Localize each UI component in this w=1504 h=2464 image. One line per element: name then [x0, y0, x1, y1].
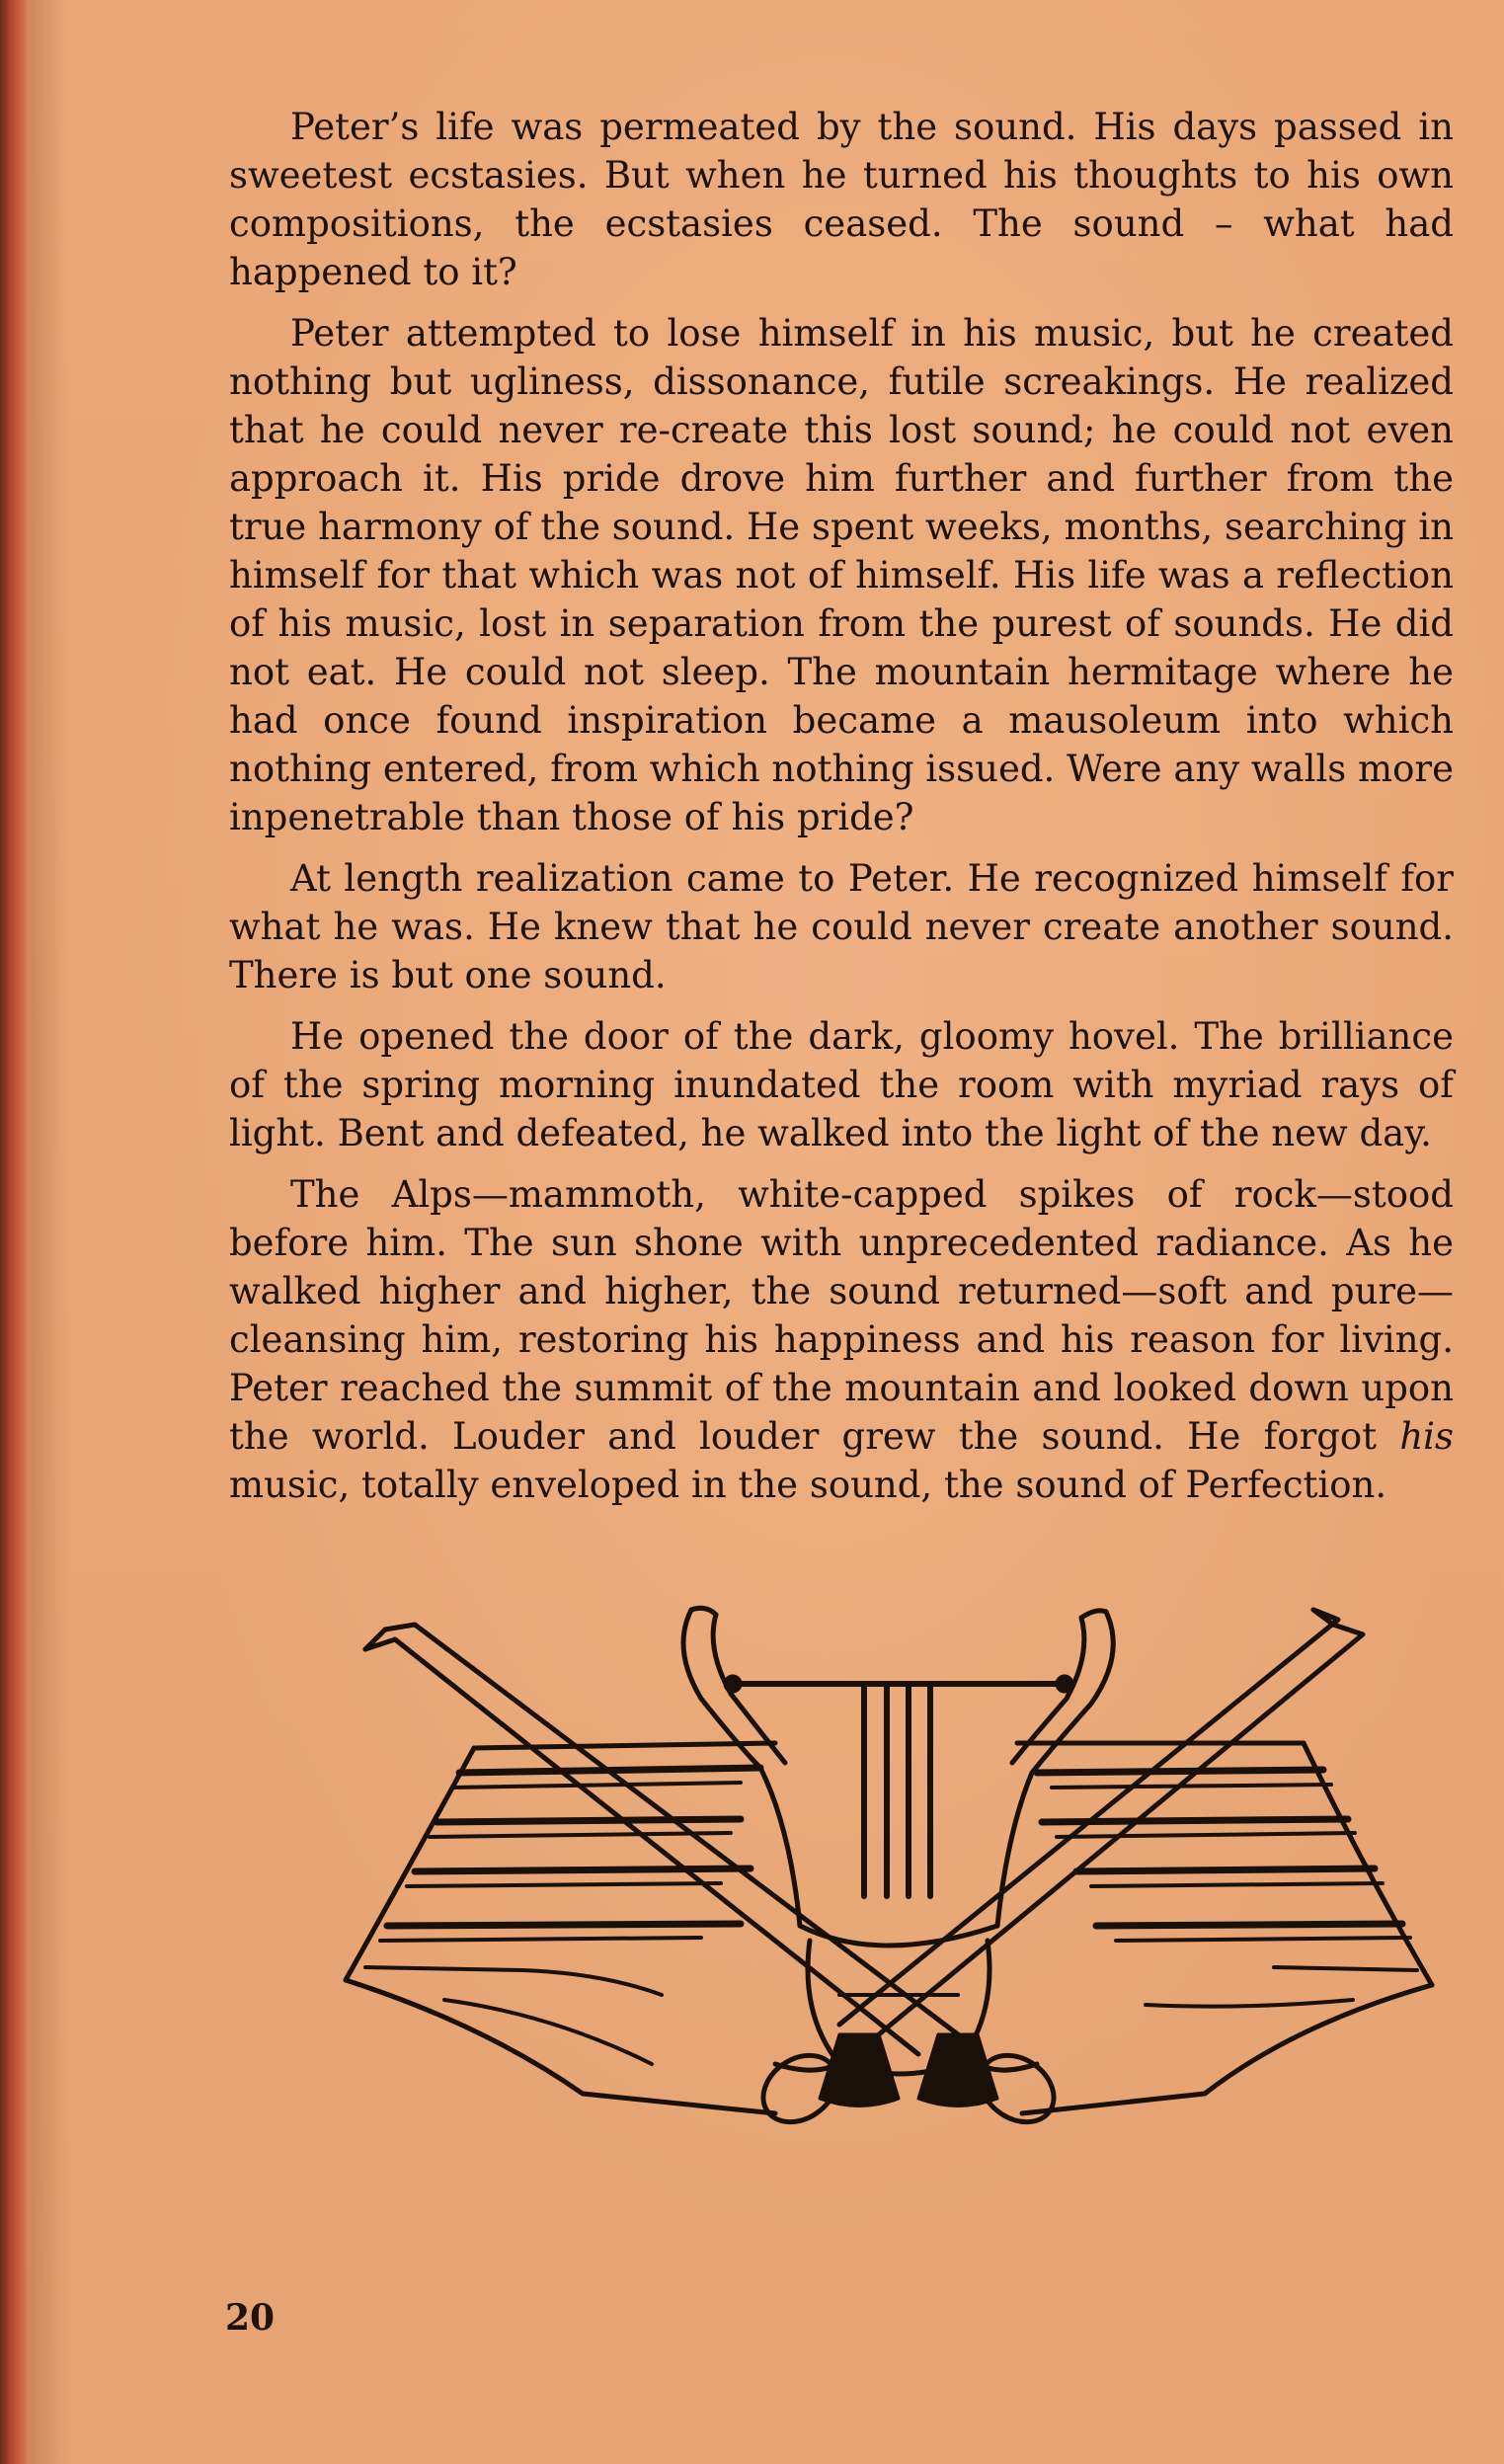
paragraph-5	[229, 1170, 1454, 1509]
spine-shadow	[30, 0, 69, 2464]
paragraph-4: He opened the door of the dark, gloomy hovel. The brilliance of the spring morning inundated the room with myriad rays of light. Bent and defeated, he walked into the light of the new day.	[229, 1015, 1454, 1154]
lyre-horns-sheet-music-icon	[326, 1600, 1471, 2153]
lyre	[683, 1608, 1113, 2074]
paragraph-5-italic: his	[1399, 1415, 1454, 1458]
sheet-music-right	[1017, 1743, 1432, 2113]
paragraph-5-text-b: music, totally enveloped in the sound, the sound of Perfection.	[229, 1464, 1387, 1506]
book-spine-edge	[0, 0, 30, 2464]
paragraph-2: Peter attempted to lose himself in his music, but he created nothing but ugliness, dissonance, futile screakings. He realized that he could never re-create this lost sound; he could not even approach it. His pride drove him further and further from the true harmony of the sound. He spent weeks, months, searching in himself for that which was not of himself. His life was a reflection of his music, lost in separation from the purest of sounds. He did not eat. He could not sleep. The mountain hermitage where he had once found inspiration became a mausoleum into which nothing entered, from which nothing issued. Were any walls more inpenetrable than those of his pride?	[229, 312, 1454, 838]
page-number: 20	[225, 2297, 276, 2339]
paragraph-1: Peter’s life was permeated by the sound. His days passed in sweetest ecstasies. But when he turned his thoughts to his own compositions, the ecstasies ceased. The sound – what had happened to it?	[229, 106, 1454, 293]
paragraph-5-text-a: The Alps—mammoth, white-capped spikes of rock—stood before him. The sun shone with unprecedented radiance. As he walked higher and higher, the sound returned—soft and pure—cleansing him, restoring his happiness and his reason for living. Peter reached the summit of the mountain and looked down upon the world. Louder and louder grew the sound. He forgot	[229, 1173, 1454, 1458]
body-text	[229, 103, 1454, 1522]
paragraph-3: At length realization came to Peter. He recognized himself for what he was. He knew that he could never create another sound. There is but one sound.	[229, 857, 1454, 996]
sheet-music-left	[346, 1743, 775, 2113]
